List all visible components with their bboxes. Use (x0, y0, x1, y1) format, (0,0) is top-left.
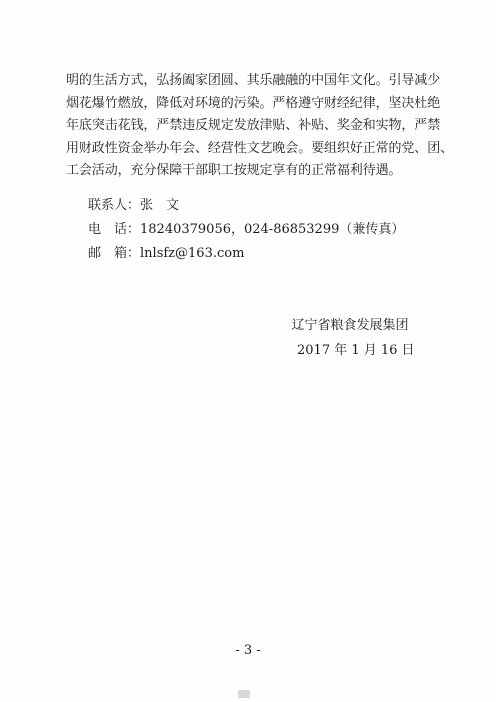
page-number: - 3 - (235, 643, 261, 658)
contact-person-row (88, 194, 404, 218)
contact-email-row (88, 242, 404, 266)
issuing-organization: 辽宁省粮食发展集团 (291, 318, 409, 333)
body-line: 工会活动，充分保障干部职工按规定享有的正常福利待遇。 (66, 163, 402, 178)
contact-block (88, 194, 404, 266)
body-paragraph (66, 70, 454, 183)
contact-person-label: 联系人： (88, 198, 141, 213)
contact-phone-label: 电 话： (88, 222, 141, 237)
contact-email-label: 邮 箱： (88, 246, 141, 261)
contact-phone-row (88, 218, 404, 242)
issue-date: 2017 年 1 月 16 日 (297, 343, 415, 358)
contact-person-value: 张 文 (140, 198, 180, 213)
contact-phone-value: 18240379056，024-86853299（兼传真） (140, 222, 405, 237)
signature-block (285, 314, 415, 338)
scan-artifact (238, 690, 250, 698)
body-line: 用财政性资金举办年会、经营性文艺晚会。要组织好正常的党、团、 (66, 140, 454, 156)
contact-email-value: lnlsfz@163.com (140, 246, 245, 261)
body-line: 烟花爆竹燃放，降低对环境的污染。严格遵守财经纪律，坚决杜绝 (66, 95, 441, 111)
body-line: 年底突击花钱，严禁违反规定发放津贴、补贴、奖金和实物，严禁 (66, 118, 441, 133)
body-line: 明的生活方式，弘扬阖家团圆、其乐融融的中国年文化。引导减少 (66, 73, 441, 88)
